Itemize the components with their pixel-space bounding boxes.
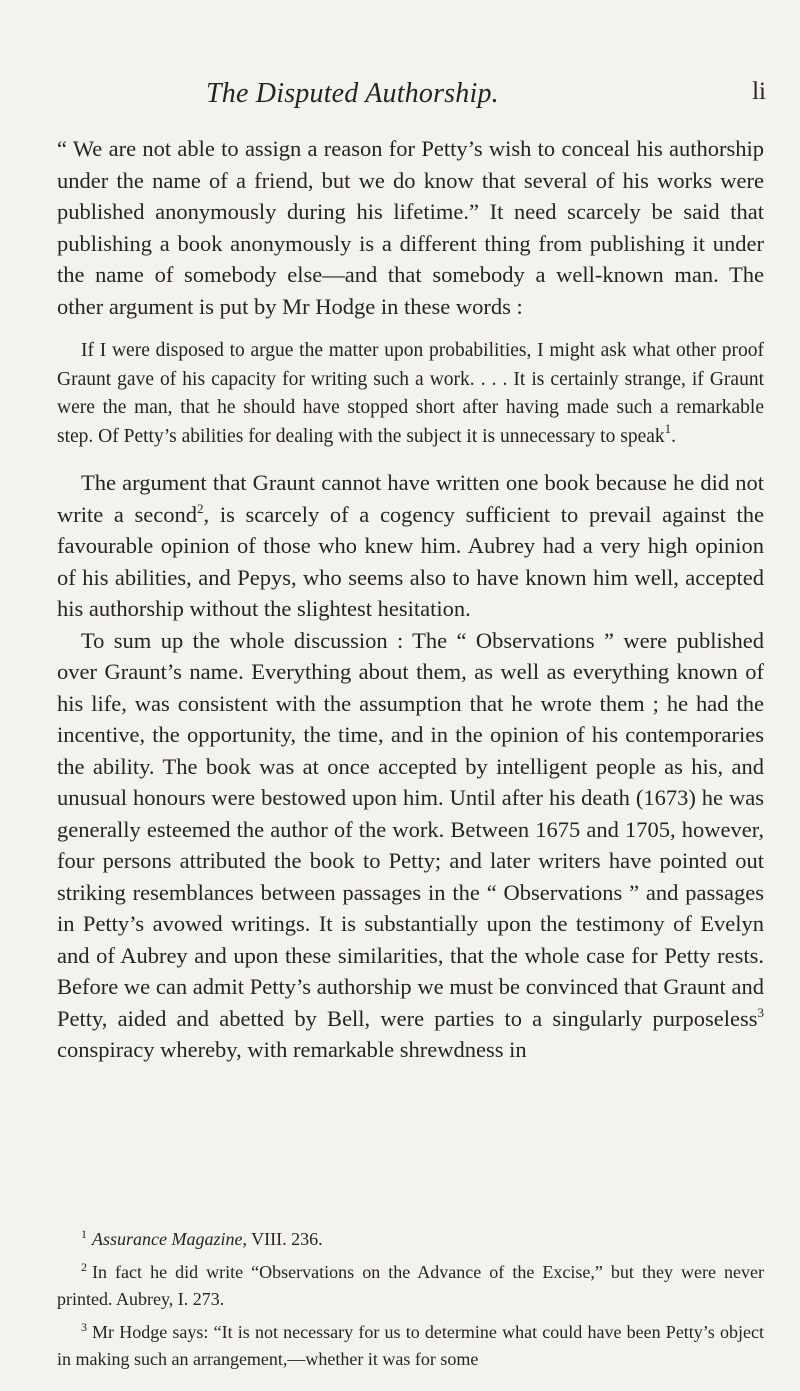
block-quote [57,337,764,451]
quote-footnote-ref[interactable]: 1 [664,420,672,436]
footnote-2 [57,1254,764,1314]
footnote-number: 3 [81,1319,87,1334]
footnote-2-text: In fact he did write “Observations on the Advance of the Excise,” but they were never printed. Aubrey, I. 273. [57,1261,764,1309]
footnote-number: 2 [81,1259,87,1274]
paragraph-3-text-a: To sum up the whole discussion : The “ Observations ” were published over Graunt’s name. Everything about them, as well as everything known of his life, was consistent with the assumption that he wrote them ; he had the incentive, the opportunity, the time, and in the opinion of his contemporaries the ability. The book was at once accepted by intelligent people as his, and unusual honours were bestowed upon him. Until after his death (1673) he was generally esteemed the author of the work. Between 1675 and 1705, however, four persons attributed the book to Petty; and later writers have pointed out striking resemblances between passages in the “ Observations ” and passages in Petty’s avowed writings. It is substantially upon the testimony of Evelyn and of Aubrey and upon these similarities, that the whole case for Petty rests. Before we can admit Petty’s authorship we must be convinced that Graunt and Petty, aided and abetted by Bell, were parties to a singularly purposeless [57,627,764,1031]
paragraph-2-text-a: The argument that Graunt cannot have written one book because he did not write a second [57,470,764,527]
paragraph-3 [57,625,764,1066]
paragraph-2-text-b: , is scarcely of a cogency sufficient to prevail against the favourable opinion of those who knew him. Aubrey had a very high opinion of his abilities, and Pepys, who seems also to have known him well, accepted his authorship without the slightest hesitation. [57,501,764,621]
paragraph-3-text-b: conspiracy whereby, with remarkable shrewdness in [57,1037,527,1062]
footnote-1 [57,1221,764,1254]
paragraph-2 [57,467,764,625]
footnote-1-text: , VIII. 236. [242,1229,323,1249]
running-header [148,78,778,118]
footnotes [57,1221,764,1374]
paragraph-3-footnote-ref[interactable]: 3 [757,1004,764,1020]
paragraph-1: “ We are not able to assign a reason for Petty’s wish to conceal his authorship under the name of a friend, but we do know that several of his works were published anonymously during his lifetime.” It need scarcely be said that publishing a book anonymously is a different thing from publishing it under the name of somebody else—and that somebody a well-known man. The other argument is put by Mr Hodge in these words : [57,136,764,319]
main-text [57,133,764,1066]
running-title: The Disputed Authorship. [206,78,499,109]
footnote-number: 1 [81,1227,87,1241]
footnote-3 [57,1314,764,1374]
paragraph-2-footnote-ref[interactable]: 2 [197,500,204,516]
footnote-3-text: Mr Hodge says: “It is not necessary for us to determine what could have been Petty’s object in making such an arrangement,—whether it was for some [57,1321,764,1369]
quote-text: If I were disposed to argue the matter upon probabilities, I might ask what other proof Graunt gave of his capacity for writing such a work. . . . It is certainly strange, if Graunt were the man, that he should have stopped short after having made such a remarkable step. Of Petty’s abilities for dealing with the subject it is unnecessary to speak [57,340,764,447]
page-number: li [752,78,766,105]
quote-end: . [671,425,676,447]
footnote-1-title: Assurance Magazine [92,1229,243,1249]
